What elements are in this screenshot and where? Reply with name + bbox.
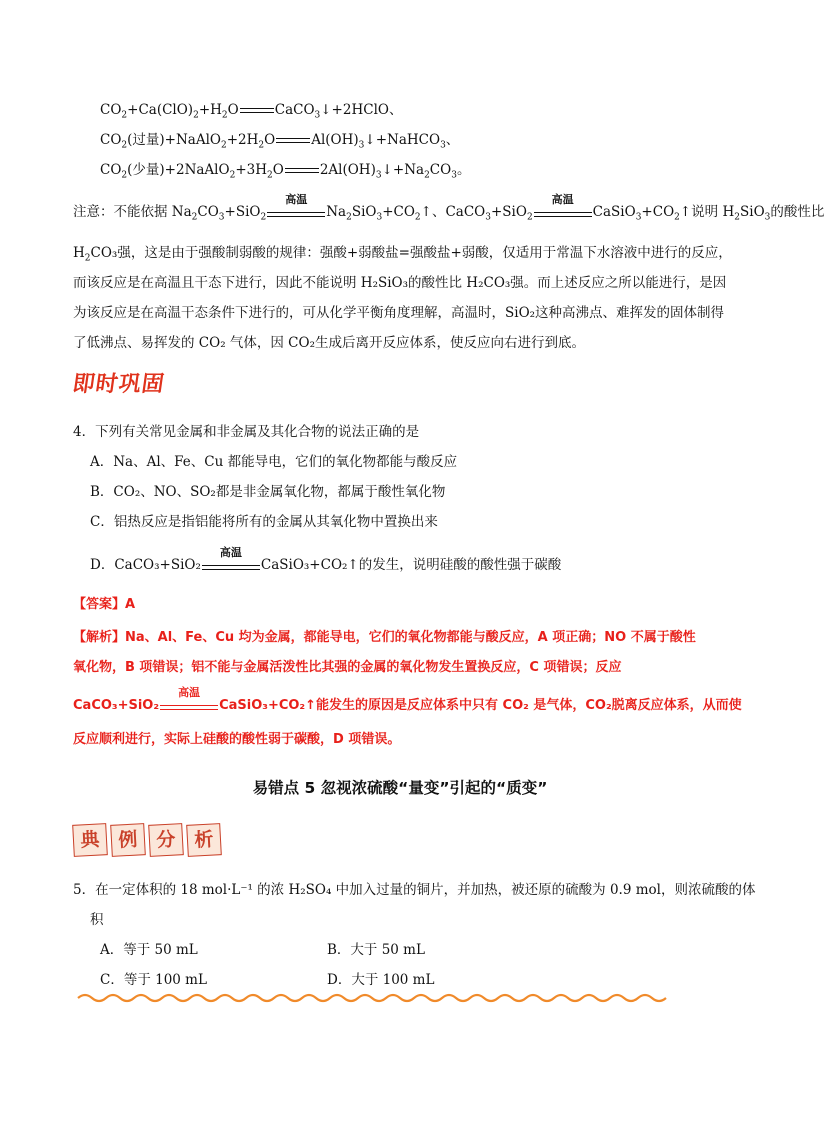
condition-arrow: 高温: [160, 699, 218, 713]
q4-option-d: D．CaCO₃+SiO₂ 高温 CaSiO₃+CO₂↑的发生，说明硅酸的酸性强于碳酸: [90, 545, 562, 573]
condition-arrow: 高温: [267, 206, 325, 220]
note-line-2: $H_2CO_3$强，这是由于强酸制弱酸的规律：强酸+弱酸盐=强酸盐+弱酸，仅适用于常温下水溶液中进行的反应，: [73, 245, 732, 264]
condition-arrow: 高温: [534, 206, 592, 220]
example-banner: [73, 824, 221, 856]
answer: 【答案】A: [73, 597, 136, 612]
section-heading: 易错点 5 忽视浓硫酸“量变”引起的“质变”: [252, 779, 548, 797]
q5-stem-2: 积: [90, 912, 104, 928]
equals-sign: [240, 104, 274, 118]
q4-option-c: C．铝热反应是指铝能将所有的金属从其氧化物中置换出来: [90, 514, 438, 530]
equation-3: $CO_2$(少量)$+2NaAlO_2+3H_2O$ $2Al(OH)_3↓+Na_2CO_3$。: [100, 162, 471, 181]
equation-1: $CO_2+Ca(ClO)_2+H_2O$ CaCO$_3$↓+2HClO、: [100, 102, 403, 121]
note-line-4: 为该反应是在高温干态条件下进行的，可从化学平衡角度理解，高温时，SiO₂这种高沸点、难挥发的固体制得: [73, 305, 725, 321]
banner-char: 分: [148, 823, 184, 857]
note-line-1: 注意：不能依据 $Na_2CO_3+SiO_2$ 高温 $Na_2SiO_3+CO_2↑$、CaCO$_3$+SiO$_2$ 高温 $CaSiO_3+CO_2↑$说明 $H_2SiO_3$的酸性比: [73, 192, 824, 223]
q4-option-a: A．Na、Al、Fe、Cu 都能导电，它们的氧化物都能与酸反应: [90, 454, 458, 470]
equals-sign: [276, 134, 310, 148]
analysis-line-4: 反应顺利进行，实际上硅酸的酸性弱于碳酸，D 项错误。: [73, 732, 401, 747]
q5-option-d: D．大于 100 mL: [327, 972, 435, 988]
analysis-line-2: 氧化物，B 项错误；铝不能与金属活泼性比其强的金属的氧化物发生置换反应，C 项错误；反应: [73, 660, 622, 675]
equation-2: $CO_2$(过量)$+NaAlO_2+2H_2O$ $Al(OH)_3↓+NaHCO_3$、: [100, 132, 460, 151]
q5-option-a: A．等于 50 mL: [100, 942, 198, 958]
equals-sign: [285, 164, 319, 178]
q5-stem-1: 5．在一定体积的 18 mol·L⁻¹ 的浓 H₂SO₄ 中加入过量的铜片，并加热，被还原的硫酸为 0.9 mol，则浓硫酸的体: [73, 882, 756, 898]
banner-char: 典: [72, 823, 108, 857]
q5-option-c: C．等于 100 mL: [100, 972, 207, 988]
note-line-3: 而该反应是在高温且干态下进行，因此不能说明 H₂SiO₃的酸性比 H₂CO₃强。而上述反应之所以能进行，是因: [73, 275, 727, 291]
note-line-5: 了低沸点、易挥发的 CO₂ 气体，因 CO₂生成后离开反应体系，使反应向右进行到底。: [73, 335, 585, 351]
banner-char: 析: [186, 823, 222, 857]
condition-arrow: 高温: [202, 559, 260, 573]
consolidate-banner: 即时巩固: [70, 372, 167, 397]
q4-stem: 4．下列有关常见金属和非金属及其化合物的说法正确的是: [73, 424, 420, 440]
q4-option-b: B．CO₂、NO、SO₂都是非金属氧化物，都属于酸性氧化物: [90, 484, 446, 500]
analysis-line-3: CaCO₃+SiO₂ 高温 CaSiO₃+CO₂↑能发生的原因是反应体系中只有 CO₂ 是气体，CO₂脱离反应体系，从而使: [73, 685, 742, 713]
analysis-line-1: 【解析】Na、Al、Fe、Cu 均为金属，都能导电，它们的氧化物都能与酸反应，A 项正确；NO 不属于酸性: [73, 630, 696, 645]
banner-char: 例: [110, 823, 146, 857]
wavy-divider: [78, 992, 668, 1004]
q5-option-b: B．大于 50 mL: [327, 942, 425, 958]
